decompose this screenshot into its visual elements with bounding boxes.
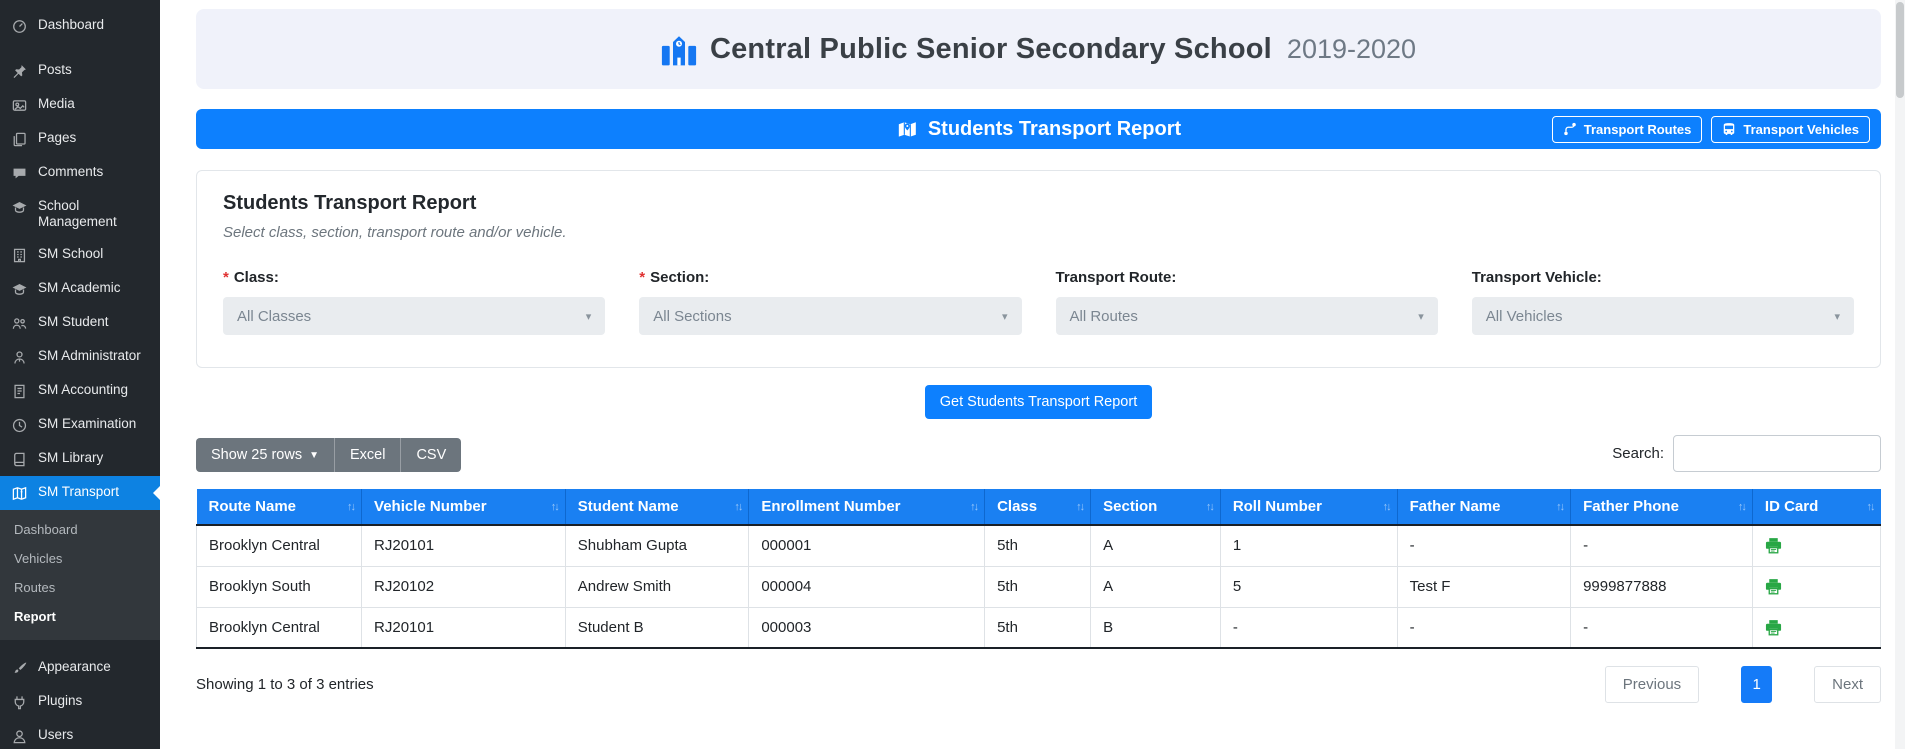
current-page-button[interactable]: 1 xyxy=(1741,666,1772,703)
sidebar-item-label: Appearance xyxy=(38,659,111,674)
admin-sidebar xyxy=(0,0,160,749)
previous-page-button[interactable]: Previous xyxy=(1605,666,1699,703)
cell-student-name: Student B xyxy=(565,607,749,648)
cell-roll-number: - xyxy=(1220,607,1397,648)
class-select[interactable]: All Classes ▾ xyxy=(223,297,605,335)
table-footer xyxy=(196,666,1881,703)
filter-card-instruction: Select class, section, transport route and/or vehicle. xyxy=(223,224,567,241)
scrollbar-thumb[interactable] xyxy=(1896,2,1904,98)
sidebar-item-school-management[interactable] xyxy=(0,190,160,238)
section-select[interactable]: All Sections ▾ xyxy=(639,297,1021,335)
pin-icon xyxy=(10,62,28,80)
map-marker-icon xyxy=(896,119,918,139)
cell-roll-number: 5 xyxy=(1220,566,1397,607)
cell-father-phone: 9999877888 xyxy=(1571,566,1753,607)
sort-arrows-icon: ↑↓ xyxy=(970,500,978,513)
required-marker: * xyxy=(223,269,229,286)
sidebar-item-label: SM Administrator xyxy=(38,348,141,363)
transport-routes-button[interactable]: Transport Routes xyxy=(1552,116,1703,143)
filter-card-title: Students Transport Report xyxy=(223,192,477,214)
sidebar-item-label: School Management xyxy=(38,198,117,229)
table-controls-row xyxy=(196,435,1881,472)
ledger-icon xyxy=(10,382,28,400)
column-header-class[interactable]: Class ↑↓ xyxy=(985,489,1091,525)
sort-arrows-icon: ↑↓ xyxy=(1076,500,1084,513)
cell-vehicle-number: RJ20101 xyxy=(362,525,566,566)
cell-father-name: - xyxy=(1397,607,1570,648)
cell-route-name: Brooklyn Central xyxy=(197,607,362,648)
section-field xyxy=(639,269,1021,335)
column-header-student-name[interactable]: Student Name ↑↓ xyxy=(565,489,749,525)
cell-section: A xyxy=(1091,525,1221,566)
sidebar-item-sm-academic[interactable] xyxy=(0,272,160,306)
graduation-cap-icon xyxy=(10,280,28,298)
column-header-vehicle-number[interactable]: Vehicle Number ↑↓ xyxy=(362,489,566,525)
column-header-enrollment-number[interactable]: Enrollment Number ↑↓ xyxy=(749,489,985,525)
pages-icon xyxy=(10,130,28,148)
transport-route-label: Transport Route: xyxy=(1055,269,1177,286)
sort-arrows-icon: ↑↓ xyxy=(1866,500,1874,513)
sidebar-item-label: Plugins xyxy=(38,693,83,708)
caret-down-icon: ▾ xyxy=(1001,310,1008,323)
pagination xyxy=(1605,666,1881,703)
cell-section: A xyxy=(1091,566,1221,607)
brush-icon xyxy=(10,659,28,677)
sort-arrows-icon: ↑↓ xyxy=(550,500,558,513)
administrator-icon xyxy=(10,348,28,366)
sort-arrows-icon: ↑↓ xyxy=(1382,500,1390,513)
printer-icon xyxy=(1765,537,1782,554)
submenu-item-report[interactable]: Report xyxy=(14,609,56,624)
printer-icon xyxy=(1765,578,1782,595)
media-icon xyxy=(10,96,28,114)
sort-arrows-icon: ↑↓ xyxy=(734,500,742,513)
sidebar-item-label: Dashboard xyxy=(38,17,105,32)
cell-vehicle-number: RJ20101 xyxy=(362,607,566,648)
column-header-father-name[interactable]: Father Name ↑↓ xyxy=(1397,489,1570,525)
sort-arrows-icon: ↑↓ xyxy=(347,500,355,513)
sidebar-item-sm-school[interactable] xyxy=(0,238,160,272)
search-label: Search: xyxy=(1612,445,1664,462)
cell-enrollment-number: 000004 xyxy=(749,566,985,607)
table-row xyxy=(197,566,1881,607)
cell-father-phone: - xyxy=(1571,607,1753,648)
sidebar-item-sm-transport[interactable] xyxy=(0,476,160,510)
cell-route-name: Brooklyn South xyxy=(197,566,362,607)
sidebar-item-label: SM Student xyxy=(38,314,109,329)
column-header-roll-number[interactable]: Roll Number ↑↓ xyxy=(1220,489,1397,525)
comment-icon xyxy=(10,164,28,182)
cell-student-name: Andrew Smith xyxy=(565,566,749,607)
cell-enrollment-number: 000001 xyxy=(749,525,985,566)
caret-down-icon: ▾ xyxy=(1834,310,1840,323)
required-marker: * xyxy=(639,269,646,286)
school-name: Central Public Senior Secondary School xyxy=(709,32,1272,65)
sidebar-item-label: Comments xyxy=(38,164,104,179)
book-icon xyxy=(10,450,28,468)
cell-vehicle-number: RJ20102 xyxy=(362,566,566,607)
entries-summary: Showing 1 to 3 of 3 entries xyxy=(196,676,374,693)
school-banner xyxy=(196,9,1881,89)
sort-arrows-icon: ↑↓ xyxy=(1556,500,1564,513)
sidebar-item-label: SM Library xyxy=(38,450,104,465)
search-input[interactable] xyxy=(1673,435,1881,472)
sidebar-item-label: Posts xyxy=(38,62,72,77)
cell-route-name: Brooklyn Central xyxy=(197,525,362,566)
class-field xyxy=(223,269,605,335)
sidebar-item-sm-administrator[interactable] xyxy=(0,340,160,374)
cell-father-name: Test F xyxy=(1397,566,1570,607)
scrollbar-track xyxy=(1895,0,1905,749)
caret-down-icon: ▾ xyxy=(585,310,592,323)
filter-grid xyxy=(223,269,1854,335)
caret-down-icon: ▾ xyxy=(1418,310,1424,323)
table-row xyxy=(197,525,1881,566)
table-header xyxy=(197,489,1881,525)
sidebar-item-pages[interactable] xyxy=(0,122,160,156)
sidebar-item-posts[interactable] xyxy=(0,54,160,88)
get-report-button[interactable]: Get Students Transport Report xyxy=(925,385,1152,419)
submenu-item-routes[interactable]: Routes xyxy=(14,580,56,595)
print-id-card-button[interactable] xyxy=(1765,578,1782,595)
main-content xyxy=(160,0,1905,749)
cell-class: 5th xyxy=(985,607,1091,648)
cell-student-name: Shubham Gupta xyxy=(565,525,749,566)
map-icon xyxy=(10,484,28,502)
table-export-controls xyxy=(196,438,461,472)
sidebar-item-label: SM Transport xyxy=(38,484,120,499)
sidebar-item-label: SM Examination xyxy=(38,416,137,431)
table-header-row xyxy=(197,489,1881,525)
dashboard-icon xyxy=(10,17,28,35)
table-body xyxy=(197,525,1881,648)
sidebar-item-sm-student[interactable] xyxy=(0,306,160,340)
show-rows-dropdown[interactable]: Show 25 rows ▼ xyxy=(196,438,334,472)
filter-card xyxy=(196,170,1881,368)
transport-vehicles-button[interactable]: Transport Vehicles xyxy=(1711,116,1870,143)
sidebar-item-label: Media xyxy=(38,96,75,111)
column-header-id-card[interactable]: ID Card ↑↓ xyxy=(1752,489,1880,525)
printer-icon xyxy=(1765,619,1782,636)
sidebar-item-label: SM School xyxy=(38,246,104,261)
cell-section: B xyxy=(1091,607,1221,648)
class-label: * Class: xyxy=(223,269,279,286)
cell-id-card xyxy=(1752,525,1880,566)
sidebar-item-appearance[interactable] xyxy=(0,651,160,685)
cell-father-phone: - xyxy=(1571,525,1753,566)
cell-father-name: - xyxy=(1397,525,1570,566)
sidebar-item-label: Users xyxy=(38,727,74,742)
academic-session: 2019-2020 xyxy=(1286,33,1417,64)
sm-transport-submenu xyxy=(0,510,160,640)
route-icon xyxy=(1563,122,1577,136)
section-label: * Section: xyxy=(639,269,710,286)
bus-icon xyxy=(1722,122,1736,136)
submenu-item-vehicles[interactable]: Vehicles xyxy=(14,551,63,566)
table-row xyxy=(197,607,1881,648)
sidebar-item-dashboard[interactable] xyxy=(0,9,160,43)
transport-vehicle-field xyxy=(1472,269,1854,335)
next-page-button[interactable]: Next xyxy=(1814,666,1881,703)
report-button-row xyxy=(196,385,1881,419)
table-search xyxy=(1612,435,1881,472)
school-building-icon xyxy=(661,33,697,66)
plug-icon xyxy=(10,693,28,711)
sidebar-item-media[interactable] xyxy=(0,88,160,122)
cell-id-card xyxy=(1752,566,1880,607)
cell-class: 5th xyxy=(985,566,1091,607)
sidebar-item-label: SM Accounting xyxy=(38,382,129,397)
transport-vehicle-label: Transport Vehicle: xyxy=(1471,269,1602,286)
title-bar-actions xyxy=(1552,116,1870,143)
sidebar-item-comments[interactable] xyxy=(0,156,160,190)
transport-vehicle-select[interactable]: All Vehicles ▾ xyxy=(1472,297,1854,335)
sidebar-item-sm-accounting[interactable] xyxy=(0,374,160,408)
sidebar-item-sm-examination[interactable] xyxy=(0,408,160,442)
transport-route-field xyxy=(1056,269,1438,335)
cell-id-card xyxy=(1752,607,1880,648)
print-id-card-button[interactable] xyxy=(1765,537,1782,554)
print-id-card-button[interactable] xyxy=(1765,619,1782,636)
submenu-item-dashboard[interactable]: Dashboard xyxy=(14,522,78,537)
cell-class: 5th xyxy=(985,525,1091,566)
sidebar-item-plugins[interactable] xyxy=(0,685,160,719)
column-header-section[interactable]: Section ↑↓ xyxy=(1091,489,1221,525)
csv-export-button[interactable]: CSV xyxy=(400,438,461,472)
excel-export-button[interactable]: Excel xyxy=(334,438,400,472)
students-group-icon xyxy=(10,314,28,332)
caret-down-icon: ▼ xyxy=(309,449,319,461)
students-transport-table xyxy=(196,489,1881,649)
transport-route-select[interactable]: All Routes ▾ xyxy=(1056,297,1438,335)
cell-roll-number: 1 xyxy=(1220,525,1397,566)
sidebar-item-sm-library[interactable] xyxy=(0,442,160,476)
page-title: Students Transport Report xyxy=(896,118,1181,141)
column-header-father-phone[interactable]: Father Phone ↑↓ xyxy=(1571,489,1753,525)
sidebar-item-label: SM Academic xyxy=(38,280,121,295)
column-header-route-name[interactable]: Route Name ↑↓ xyxy=(197,489,362,525)
sidebar-item-users[interactable] xyxy=(0,719,160,749)
sort-arrows-icon: ↑↓ xyxy=(1205,500,1213,513)
building-icon xyxy=(10,246,28,264)
sidebar-item-label: Pages xyxy=(38,130,77,145)
cell-enrollment-number: 000003 xyxy=(749,607,985,648)
graduation-cap-icon xyxy=(10,198,28,216)
clock-icon xyxy=(10,416,28,434)
user-icon xyxy=(10,727,28,745)
sort-arrows-icon: ↑↓ xyxy=(1737,500,1745,513)
page-title-bar xyxy=(196,109,1881,149)
